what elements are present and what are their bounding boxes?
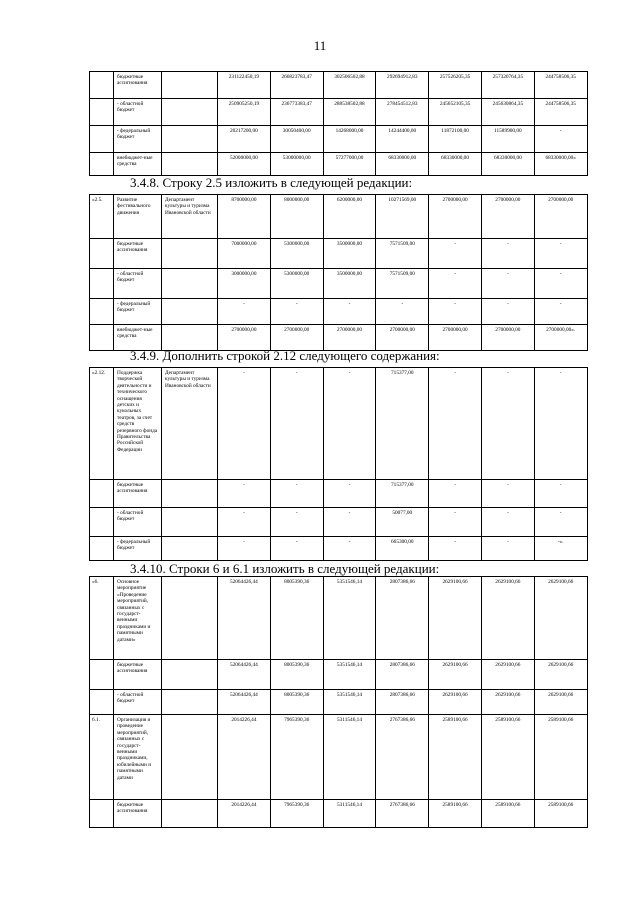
value-cell: 266823783,47 [270, 72, 323, 99]
row-number-cell [90, 299, 114, 325]
value-cell: - [323, 368, 376, 480]
table-row [90, 715, 588, 800]
value-cell: 7571509,00 [376, 269, 429, 299]
value-cell: 5300000,00 [270, 239, 323, 269]
table-row [90, 126, 588, 153]
value-cell: - [481, 239, 534, 269]
value-cell: 2807386,66 [376, 660, 429, 690]
value-cell: 2589100,66 [429, 715, 482, 800]
row-number-cell [90, 126, 114, 153]
value-cell: 2589100,66 [534, 800, 587, 828]
executor-cell [162, 508, 218, 537]
value-cell: 52064426,44 [218, 660, 271, 690]
item-name-cell: внебюджет-ные средства [114, 153, 162, 176]
value-cell: 2629100,66 [534, 660, 587, 690]
item-name-cell: - областной бюджет [114, 690, 162, 715]
value-cell: 2629100,66 [429, 577, 482, 660]
value-cell: - [534, 269, 587, 299]
executor-cell [162, 153, 218, 176]
row-number-cell [90, 72, 114, 99]
value-cell: 2700000,00». [534, 325, 587, 351]
value-cell: 2700000,00 [481, 195, 534, 239]
value-cell: 2700000,00 [270, 325, 323, 351]
value-cell: - [270, 480, 323, 508]
value-cell: 715377,00 [376, 480, 429, 508]
value-cell: - [323, 480, 376, 508]
row-number-cell: «2.12. [90, 368, 114, 480]
table-row [90, 325, 588, 351]
value-cell: 2629100,66 [481, 577, 534, 660]
value-cell: -». [534, 537, 587, 561]
value-cell: 302506502,88 [323, 72, 376, 99]
value-cell: 2700000,00 [481, 325, 534, 351]
item-name-cell: - областной бюджет [114, 99, 162, 126]
row-number-cell: «2.5. [90, 195, 114, 239]
value-cell: - [481, 508, 534, 537]
value-cell: - [481, 537, 534, 561]
value-cell: - [429, 508, 482, 537]
row-number-cell [90, 153, 114, 176]
value-cell: 2629100,66 [429, 660, 482, 690]
value-cell: - [218, 537, 271, 561]
value-cell: - [429, 269, 482, 299]
value-cell: 52000000,00 [218, 153, 271, 176]
value-cell: 2014226,44 [218, 715, 271, 800]
value-cell: 8005390,36 [270, 577, 323, 660]
value-cell: 2807386,66 [376, 577, 429, 660]
item-name-cell: - областной бюджет [114, 508, 162, 537]
table-1 [89, 71, 588, 176]
row-number-cell [90, 99, 114, 126]
value-cell: 53000000,00 [270, 153, 323, 176]
value-cell: - [323, 299, 376, 325]
value-cell: 2700000,00 [534, 195, 587, 239]
value-cell: - [323, 537, 376, 561]
table-row [90, 368, 588, 480]
value-cell: 52064426,44 [218, 690, 271, 715]
item-name-cell: бюджетные ассигнования [114, 660, 162, 690]
row-number-cell [90, 508, 114, 537]
section-heading-3-4-9: 3.4.9. Дополнить строкой 2.12 следующего содержания: [130, 348, 440, 363]
value-cell: 8005390,36 [270, 690, 323, 715]
value-cell: 245652105,35 [429, 99, 482, 126]
section-heading-3-4-10: 3.4.10. Строки 6 и 6.1 изложить в следующей редакции: [130, 561, 440, 576]
value-cell: 7965390,36 [270, 800, 323, 828]
value-cell: 2629100,66 [481, 660, 534, 690]
value-cell: 2700000,00 [218, 325, 271, 351]
value-cell: 665300,00 [376, 537, 429, 561]
executor-cell: Департамент культуры и туризма Ивановской области [162, 195, 218, 239]
item-name-cell: - федеральный бюджет [114, 126, 162, 153]
value-cell: 68330000,00 [376, 153, 429, 176]
value-cell: - [481, 368, 534, 480]
row-number-cell [90, 660, 114, 690]
value-cell: - [270, 299, 323, 325]
table-row [90, 508, 588, 537]
value-cell: 2700000,00 [376, 325, 429, 351]
value-cell: - [481, 480, 534, 508]
value-cell: 3500000,00 [323, 269, 376, 299]
item-name-cell: внебюджет-ные средства [114, 325, 162, 351]
value-cell: 2767386,66 [376, 715, 429, 800]
value-cell: 257320764,35 [481, 72, 534, 99]
value-cell: - [481, 299, 534, 325]
value-cell: 250905250,19 [218, 99, 271, 126]
item-name-cell: - федеральный бюджет [114, 299, 162, 325]
executor-cell [162, 299, 218, 325]
executor-cell [162, 126, 218, 153]
value-cell: - [270, 368, 323, 480]
value-cell: 8000000,00 [270, 195, 323, 239]
executor-cell [162, 537, 218, 561]
executor-cell [162, 660, 218, 690]
executor-cell [162, 269, 218, 299]
value-cell: - [429, 480, 482, 508]
value-cell: - [429, 537, 482, 561]
table-row [90, 195, 588, 239]
table-row [90, 537, 588, 561]
value-cell: 52064426,44 [218, 577, 271, 660]
value-cell: 11872100,00 [429, 126, 482, 153]
value-cell: 2767386,66 [376, 800, 429, 828]
executor-cell [162, 690, 218, 715]
value-cell: 2589100,66 [481, 800, 534, 828]
executor-cell [162, 239, 218, 269]
value-cell: 288538502,88 [323, 99, 376, 126]
value-cell: 231122450,19 [218, 72, 271, 99]
value-cell: 236773383,47 [270, 99, 323, 126]
table-4 [89, 576, 588, 828]
item-name-cell: - федеральный бюджет [114, 537, 162, 561]
item-name-cell: бюджетные ассигнования [114, 239, 162, 269]
value-cell: 2700000,00 [323, 325, 376, 351]
item-name-cell: бюджетные ассигнования [114, 480, 162, 508]
value-cell: 10271569,00 [376, 195, 429, 239]
value-cell: 6200000,00 [323, 195, 376, 239]
value-cell: - [429, 299, 482, 325]
item-name-cell: - областной бюджет [114, 269, 162, 299]
value-cell: 7965390,36 [270, 715, 323, 800]
item-name-cell: Развитие фестивального движения [114, 195, 162, 239]
executor-cell: Департамент культуры и туризма Ивановской области [162, 368, 218, 480]
value-cell: 2014226,44 [218, 800, 271, 828]
table-row [90, 72, 588, 99]
value-cell: 244758506,35 [534, 72, 587, 99]
executor-cell [162, 480, 218, 508]
executor-cell [162, 325, 218, 351]
row-number-cell: 6.1. [90, 715, 114, 800]
value-cell: - [376, 299, 429, 325]
executor-cell [162, 715, 218, 800]
value-cell: 5300000,00 [270, 269, 323, 299]
value-cell: 2629100,66 [534, 690, 587, 715]
value-cell: 5351546,14 [323, 660, 376, 690]
value-cell: 68330000,00» [534, 153, 587, 176]
value-cell: 2700000,00 [429, 325, 482, 351]
value-cell: - [534, 368, 587, 480]
value-cell: 2589100,66 [481, 715, 534, 800]
table-row [90, 660, 588, 690]
row-number-cell [90, 325, 114, 351]
value-cell: - [534, 299, 587, 325]
item-name-cell: Поддержка творческой деятельности и технического оснащения детских и кукольных театров, за счет средств резервного фонда Правительства Российской Федерации [114, 368, 162, 480]
executor-cell [162, 577, 218, 660]
executor-cell [162, 99, 218, 126]
value-cell: - [429, 368, 482, 480]
value-cell: 2807386,66 [376, 690, 429, 715]
table-3 [89, 367, 588, 561]
table-row [90, 480, 588, 508]
value-cell: 245630864,35 [481, 99, 534, 126]
value-cell: 7000000,00 [218, 239, 271, 269]
value-cell: 3000000,00 [218, 269, 271, 299]
table-row [90, 153, 588, 176]
value-cell: 14268000,00 [323, 126, 376, 153]
value-cell: - [270, 537, 323, 561]
row-number-cell [90, 480, 114, 508]
value-cell: 11589900,00 [481, 126, 534, 153]
value-cell: - [218, 508, 271, 537]
value-cell: 7571509,00 [376, 239, 429, 269]
table-row [90, 577, 588, 660]
value-cell: 5311546,14 [323, 800, 376, 828]
value-cell: 715377,00 [376, 368, 429, 480]
row-number-cell [90, 269, 114, 299]
value-cell: - [323, 508, 376, 537]
value-cell: 2629100,66 [481, 690, 534, 715]
table-row [90, 299, 588, 325]
value-cell: 292694912,83 [376, 72, 429, 99]
value-cell: - [481, 269, 534, 299]
value-cell: 5351546,14 [323, 577, 376, 660]
row-number-cell [90, 537, 114, 561]
value-cell: - [534, 508, 587, 537]
value-cell: 50077,00 [376, 508, 429, 537]
executor-cell [162, 800, 218, 828]
value-cell: 8005390,36 [270, 660, 323, 690]
value-cell: - [218, 368, 271, 480]
value-cell: 5351546,14 [323, 690, 376, 715]
value-cell: 30050400,00 [270, 126, 323, 153]
value-cell: 2700000,00 [429, 195, 482, 239]
item-name-cell: бюджетные ассигнования [114, 72, 162, 99]
row-number-cell: «6. [90, 577, 114, 660]
table-row [90, 800, 588, 828]
value-cell: 257526205,35 [429, 72, 482, 99]
value-cell: 3500000,00 [323, 239, 376, 269]
value-cell: 2629100,66 [534, 577, 587, 660]
section-heading-3-4-8: 3.4.8. Строку 2.5 изложить в следующей редакции: [130, 175, 413, 190]
value-cell: 2589100,66 [429, 800, 482, 828]
item-name-cell: Основное мероприятие «Проведение мероприятий, связанных с государст-венными праздниками и памятными датами» [114, 577, 162, 660]
value-cell: 2629100,66 [429, 690, 482, 715]
value-cell: - [270, 508, 323, 537]
value-cell: - [218, 480, 271, 508]
value-cell: - [534, 239, 587, 269]
value-cell: - [534, 480, 587, 508]
item-name-cell: бюджетные ассигнования [114, 800, 162, 828]
row-number-cell [90, 800, 114, 828]
value-cell: - [534, 126, 587, 153]
value-cell: 8700000,00 [218, 195, 271, 239]
table-row [90, 239, 588, 269]
table-row [90, 99, 588, 126]
value-cell: 278454512,83 [376, 99, 429, 126]
value-cell: 244758506,35 [534, 99, 587, 126]
value-cell: 5311546,14 [323, 715, 376, 800]
row-number-cell [90, 239, 114, 269]
value-cell: - [218, 299, 271, 325]
page-number: 11 [313, 38, 327, 53]
table-row [90, 269, 588, 299]
table-2 [89, 194, 588, 351]
row-number-cell [90, 690, 114, 715]
value-cell: 68330000,00 [481, 153, 534, 176]
value-cell: 57277000,00 [323, 153, 376, 176]
value-cell: 14244400,00 [376, 126, 429, 153]
value-cell: 2589100,66 [534, 715, 587, 800]
value-cell: 68330000,00 [429, 153, 482, 176]
table-row [90, 690, 588, 715]
value-cell: - [429, 239, 482, 269]
executor-cell [162, 72, 218, 99]
item-name-cell: Организация и проведение мероприятий, связанных с государст-венными праздниками, юбилейными и памятными датами [114, 715, 162, 800]
value-cell: 20217200,00 [218, 126, 271, 153]
